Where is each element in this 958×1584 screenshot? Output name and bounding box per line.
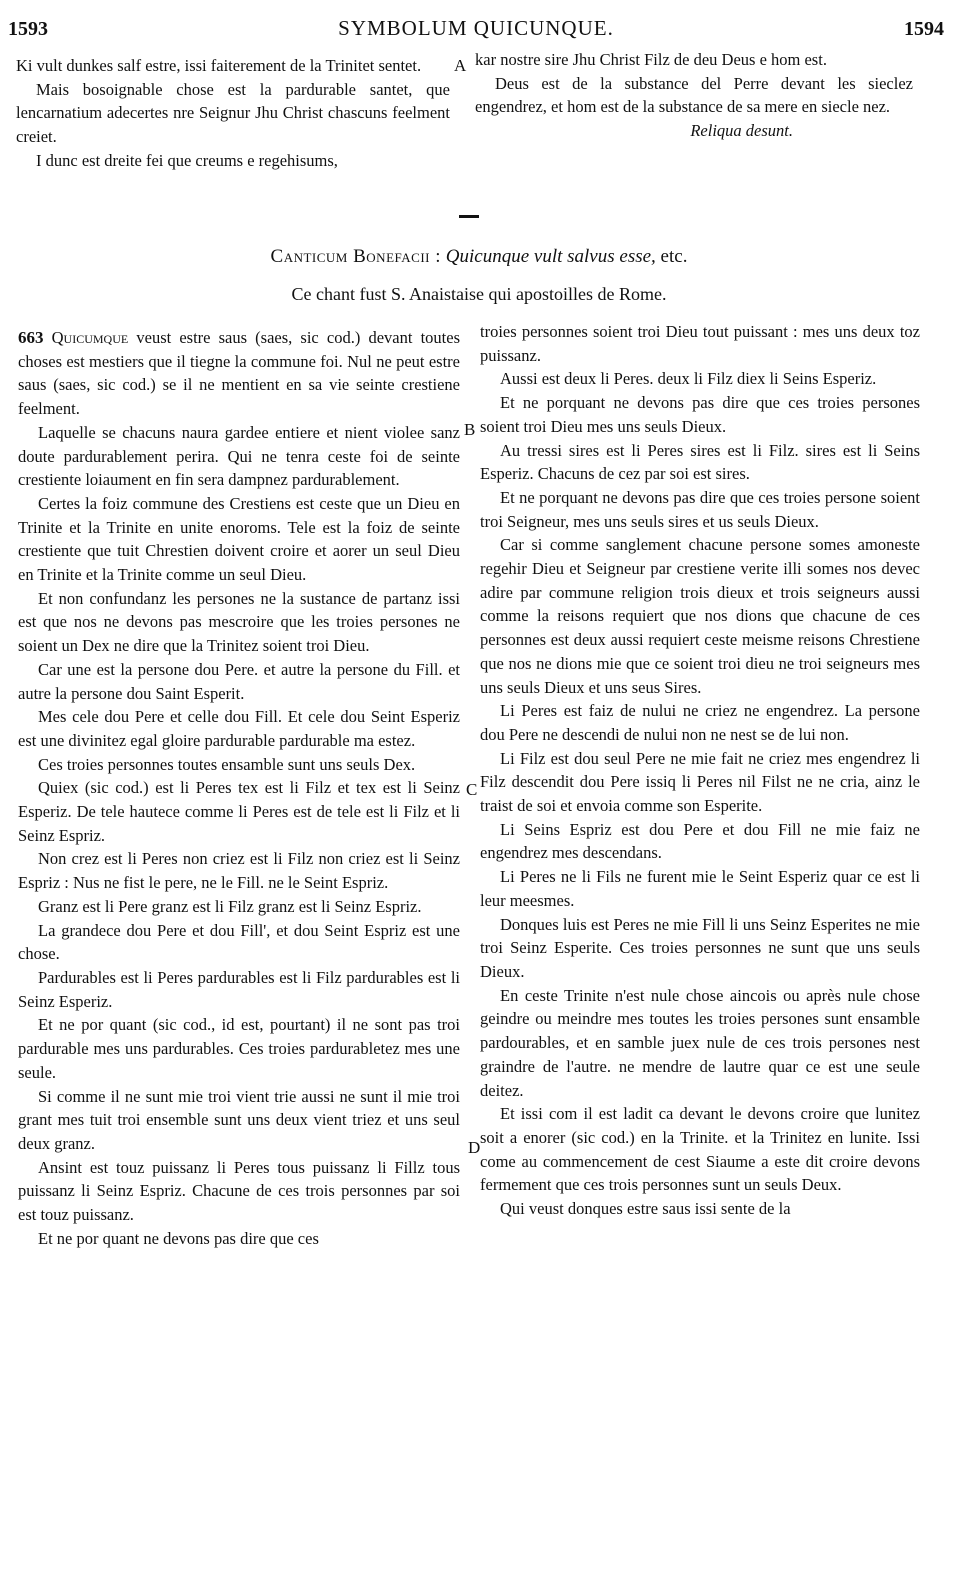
paragraph: Et non confundanz les persones ne la sustance de partanz issi est que nos ne devons pas mescroire que les troies persones ne soient un Dex ne dire que la Trinitez soient troi Dieu. [18, 588, 460, 656]
main-right-column [480, 320, 920, 1221]
paragraph: Li Peres est faiz de nului ne criez ne engendrez. La persone dou Pere ne descendi de nului non ne nest se de lui non. [480, 701, 920, 744]
paragraph: Et ne porquant ne devons pas dire que ces troies persone soient troi Seigneur, mes uns seuls sires et us seuls Dieux. [480, 487, 920, 531]
main-left-column [18, 326, 460, 1250]
paragraph: Si comme il ne sunt mie troi vient trie aussi ne sunt il mie troi grant mes tuit troi ensemble sunt uns deux vient triez et uns seul deux granz. [18, 1086, 460, 1153]
paragraph: Donques luis est Peres ne mie Fill li uns Seinz Esperites ne mie troi Seinz Esperite. Ces troies personnes ne sunt que uns seuls Dieux. [480, 914, 920, 981]
section-title [0, 246, 958, 268]
margin-letter-b: B [464, 420, 476, 439]
paragraph: Deus est de la substance del Perre devant les sieclez engendrez, et hom est de la substance de sa mere en siecle nez. [475, 73, 913, 117]
reliqua-note: Reliqua desunt. [690, 121, 793, 141]
first-paragraph [18, 326, 460, 421]
paragraph: Aussi est deux li Peres. deux li Filz diex li Seins Esperiz. [500, 369, 877, 389]
paragraph: Pardurables est li Peres pardurables est li Filz pardurables est li Seinz Esperiz. [18, 967, 460, 1011]
margin-letter-c: C [466, 780, 478, 799]
paragraph: Et ne por quant (sic cod., id est, pourtant) il ne sont pas troi pardurable mes uns pardurables. Ces troies pardurabletez mes une seule. [18, 1015, 460, 1082]
paragraph: Li Seins Espriz est dou Pere et dou Fill ne mie faiz ne engendrez mes descendans. [480, 819, 920, 863]
paragraph: Et issi com il est ladit ca devant le devons croire que lunitez soit a enorer (sic cod.) en la Trinite. et la Trinitez en lunite. Issi come au commencement de cest Siaume a este dit croire devons fermement que ces trois personnes sunt un seuls Deux. [480, 1104, 920, 1195]
top-right-column [475, 48, 913, 143]
lead-word: Quicumque [51, 328, 129, 347]
paragraph: Mais bosoignable chose est la pardurable santet, que lencarnatium adecertes nre Seignur Jhu Christ chascuns feelment creiet. [16, 79, 450, 147]
paragraph: troies personnes soient troi Dieu tout puissant : mes uns deux toz puissanz. [480, 322, 920, 365]
section-divider [459, 215, 479, 218]
running-head [8, 16, 944, 46]
paragraph: Granz est li Pere granz est li Filz granz est li Seinz Espriz. [38, 896, 422, 916]
paragraph: Li Filz est dou seul Pere ne mie fait ne criez mes engendrez li Filz descendit dou Pere issiq li Peres nil Filst ne ne cria, ainz le traist de soi et envoia comme son Esperite. [480, 748, 920, 816]
paragraph: En ceste Trinite n'est nule chose aincois ou après nule chose geindre ou meindre mes toutes les troies persones sunt ensamble pardourables, et en samble juex nule de ces trois persones nest graindre de l'autre. ne mendre de lautre quar ce est une seule deitez. [480, 985, 920, 1100]
paragraph: Non crez est li Peres non criez est li Filz non criez est li Seinz Espriz : Nus ne fist le pere, ne le Fill. ne le Seint Espriz. [18, 849, 460, 893]
page-number-left: 1593 [8, 18, 48, 40]
paragraph: Car une est la persone dou Pere. et autre la persone du Fill. et autre la persone dou Saint Esperit. [18, 659, 460, 703]
paragraph: I dunc est dreite fei que creums e regehisums, [36, 150, 338, 170]
margin-letter-a: A [454, 56, 467, 75]
paragraph: kar nostre sire Jhu Christ Filz de deu Deus e hom est. [475, 50, 827, 69]
paragraph: Au tressi sires est li Peres sires est li Filz. sires est li Seins Esperiz. Chacuns de cez par soi est sires. [480, 440, 920, 484]
paragraph: Certes la foiz commune des Crestiens est ceste que un Dieu en Trinite et la Trinite en unite enoroms. Tele est la foiz de seinte crestiente que tuit Chrestien doivent croire et aorer un seul Dieu en Trinite et la Trinite comme un seul Dieu. [18, 493, 460, 585]
top-left-column [16, 54, 450, 173]
paragraph: Quiex (sic cod.) est li Peres tex est li Filz et tex est li Seinz Esperiz. De tele hautece comme li Peres est de tele est li Filz et li Seinz Espriz. [18, 778, 460, 845]
paragraph: Car si comme sanglement chacune persone somes amoneste regehir Dieu et Seigneur par crestiene verite illi somes nos devec adire par commune religion trois dieux et trois seigneurs aussi comme la reisons requiert que nos dions que chacune de ces personnes est deux aussi requiert ceste meisme reisons Chrestiene que nos ne dions mie que ce soient troi dieu ne troi seigneurs mes uns seuls Dieux et uns seus Sires. [480, 535, 920, 697]
paragraph: Qui veust donques estre saus issi sente de la [500, 1199, 791, 1219]
section-title-smallcaps: Canticum Bonefacii : [270, 246, 442, 267]
section-title-italic: Quicunque vult salvus esse, [445, 246, 656, 267]
paragraph: Li Peres ne li Fils ne furent mie le Seint Esperiz quar ce est li leur meesmes. [480, 867, 920, 910]
margin-letter-d: D [468, 1138, 481, 1157]
section-subtitle: Ce chant fust S. Anaistaise qui apostoilles de Rome. [291, 284, 667, 304]
paragraph: Ansint est touz puissanz li Peres tous puissanz li Fillz tous puissanz li Seinz Espriz. Chacune de ces trois personnes par soi est touz puissanz. [18, 1157, 460, 1225]
paragraph: Laquelle se chacuns naura gardee entiere et nient violee sanz doute pardurablement perira. Qui ne tenra ceste foi de seinte crestiente loiaument en fin sera dampnez pardurablement. [18, 422, 460, 490]
paragraph: Mes cele dou Pere et celle dou Fill. Et cele dou Seint Esperiz est une divinitez egal gloire pardurable pardurable ma estez. [18, 707, 460, 750]
running-title: SYMBOLUM QUICUNQUE. [338, 16, 614, 40]
section-title-tail: etc. [660, 246, 688, 267]
section-number: 663 [18, 328, 44, 347]
page-number-right: 1594 [904, 18, 944, 40]
paragraph: Ces troies personnes toutes ensamble sunt uns seuls Dex. [38, 754, 416, 774]
first-paragraph-text: veust estre saus (saes, sic cod.) devant toutes choses est mestiers que il tiegne la commune foi. Nul ne peut estre saus (saes, sic cod.) se il ne mentient en sa vie seinte crestiene feelment. [18, 328, 461, 419]
paragraph: Et ne por quant ne devons pas dire que ces [38, 1228, 319, 1248]
paragraph: Et ne porquant ne devons pas dire que ces troies persones soient troi Dieu mes uns seuls Dieux. [480, 393, 920, 436]
paragraph: Ki vult dunkes salf estre, issi faiterement de la Trinitet sentet. [16, 56, 422, 75]
paragraph: La grandece dou Pere et dou Fill', et dou Seint Espriz est une chose. [18, 920, 460, 964]
